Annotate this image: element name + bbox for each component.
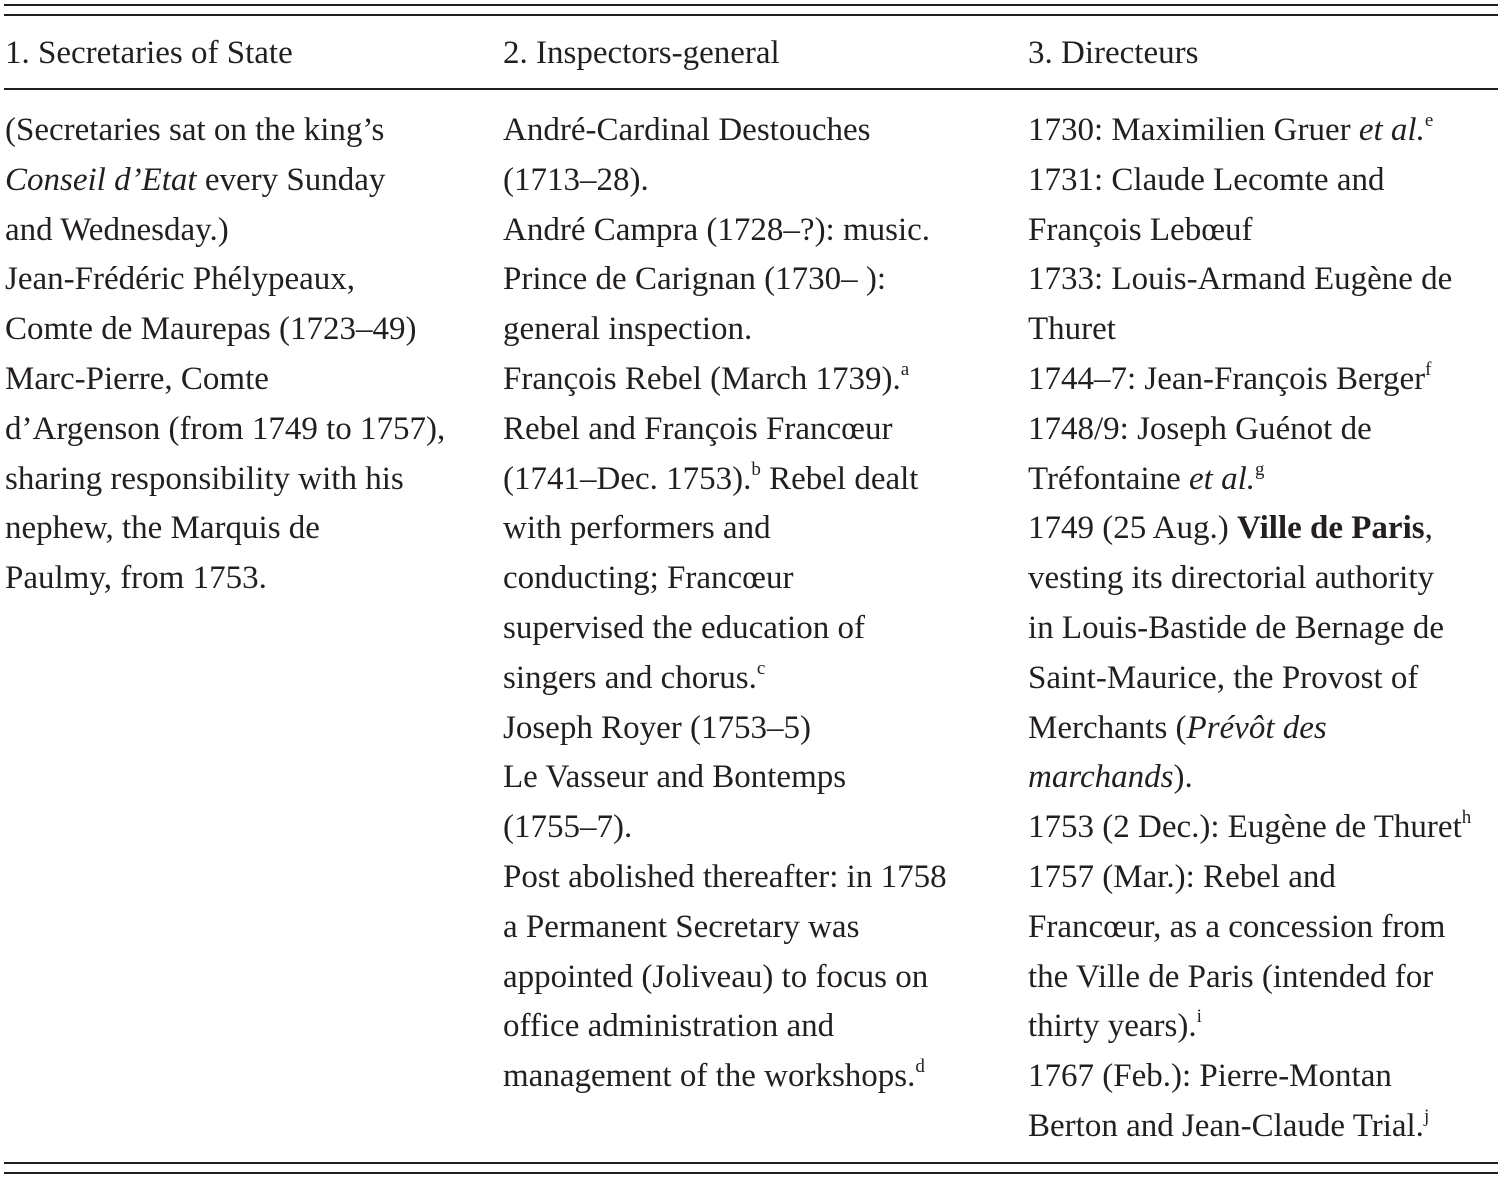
text-line: (1713–28). bbox=[503, 161, 649, 198]
text-span: Rebel dealt bbox=[760, 460, 919, 497]
italic-text: marchands bbox=[1028, 759, 1174, 796]
text-line bbox=[1028, 455, 1504, 505]
text-span: every Sunday bbox=[196, 161, 386, 198]
text-line: office administration and bbox=[503, 1008, 835, 1045]
text-line: with performers and bbox=[503, 510, 771, 547]
text-span: 1753 (2 Dec.): Eugène de Thuret bbox=[1028, 809, 1462, 846]
text-span: ). bbox=[1173, 759, 1193, 796]
text-span: thirty years). bbox=[1028, 1008, 1197, 1045]
text-line bbox=[1028, 803, 1504, 853]
text-line: sharing responsibility with his bbox=[5, 460, 404, 497]
text-line bbox=[5, 156, 485, 206]
bold-text: Ville de Paris bbox=[1237, 510, 1425, 547]
text-line: appointed (Joliveau) to focus on bbox=[503, 958, 929, 995]
text-line: the Ville de Paris (intended for bbox=[1028, 958, 1434, 995]
header-directeurs: 3. Directeurs bbox=[1028, 35, 1199, 71]
text-span: 1749 (25 Aug.) bbox=[1028, 510, 1237, 547]
column-inspectors bbox=[503, 106, 1008, 1102]
text-line: François Lebœuf bbox=[1028, 211, 1253, 248]
text-line: 1757 (Mar.): Rebel and bbox=[1028, 858, 1336, 895]
text-line: Paulmy, from 1753. bbox=[5, 560, 267, 597]
top-rule-outer bbox=[4, 4, 1498, 6]
text-line: Prince de Carignan (1730– ): bbox=[503, 261, 887, 298]
text-line: supervised the education of bbox=[503, 609, 865, 646]
text-line: and Wednesday.) bbox=[5, 211, 229, 248]
text-line bbox=[1028, 106, 1504, 156]
text-line: Marc-Pierre, Comte bbox=[5, 360, 269, 397]
text-line: Saint-Maurice, the Provost of bbox=[1028, 659, 1419, 696]
text-line: 1733: Louis-Armand Eugène de bbox=[1028, 261, 1453, 298]
footnote-marker: f bbox=[1425, 358, 1432, 380]
text-line: (1755–7). bbox=[503, 809, 633, 846]
text-line: d’Argenson (from 1749 to 1757), bbox=[5, 410, 446, 447]
text-line bbox=[1028, 1002, 1504, 1052]
text-span: 1730: Maximilien Gruer bbox=[1028, 112, 1359, 148]
text-line bbox=[503, 455, 1008, 505]
text-span: Berton and Jean-Claude Trial. bbox=[1028, 1107, 1424, 1144]
text-line: general inspection. bbox=[503, 311, 753, 348]
footnote-marker: a bbox=[900, 358, 910, 380]
text-line: 1731: Claude Lecomte and bbox=[1028, 161, 1385, 198]
text-line bbox=[1028, 1102, 1504, 1152]
footnote-marker: h bbox=[1461, 807, 1472, 829]
text-span: (1741–Dec. 1753). bbox=[503, 460, 752, 497]
text-line: Thuret bbox=[1028, 311, 1116, 348]
bottom-rule-inner bbox=[4, 1162, 1498, 1164]
text-line: nephew, the Marquis de bbox=[5, 510, 320, 547]
footnote-marker: g bbox=[1255, 458, 1265, 480]
text-line: a Permanent Secretary was bbox=[503, 908, 860, 945]
footnote-marker: i bbox=[1196, 1006, 1202, 1028]
footnote-marker: c bbox=[756, 657, 766, 679]
text-line: vesting its directorial authority bbox=[1028, 560, 1434, 597]
text-line: 1767 (Feb.): Pierre-Montan bbox=[1028, 1058, 1392, 1095]
text-line: Comte de Maurepas (1723–49) bbox=[5, 311, 417, 348]
italic-text: et al. bbox=[1358, 112, 1425, 148]
text-line: conducting; Francœur bbox=[503, 560, 794, 597]
text-line: in Louis-Bastide de Bernage de bbox=[1028, 609, 1445, 646]
footnote-marker: e bbox=[1424, 110, 1434, 131]
text-line: André Campra (1728–?): music. bbox=[503, 211, 931, 248]
text-line: Le Vasseur and Bontemps bbox=[503, 759, 847, 796]
text-span: management of the workshops. bbox=[503, 1058, 916, 1095]
text-span: , bbox=[1424, 510, 1433, 547]
text-line bbox=[503, 1052, 1008, 1102]
italic-text: et al. bbox=[1189, 460, 1255, 497]
text-line: Rebel and François Francœur bbox=[503, 410, 893, 447]
text-line: Francœur, as a concession from bbox=[1028, 908, 1446, 945]
text-line: Jean-Frédéric Phélypeaux, bbox=[5, 261, 356, 298]
bottom-rule-outer bbox=[4, 1172, 1498, 1174]
italic-text: Conseil d’Etat bbox=[5, 161, 197, 198]
text-line bbox=[1028, 704, 1504, 754]
italic-text: Prévôt des bbox=[1186, 709, 1327, 746]
footnote-marker: d bbox=[915, 1056, 925, 1078]
header-rule bbox=[4, 88, 1498, 90]
column-directeurs bbox=[1028, 106, 1504, 1152]
text-line: Joseph Royer (1753–5) bbox=[503, 709, 811, 746]
header-secretaries-of-state: 1. Secretaries of State bbox=[5, 35, 293, 71]
text-line bbox=[1028, 504, 1504, 554]
text-span: Tréfontaine bbox=[1028, 460, 1190, 497]
text-line: 1748/9: Joseph Guénot de bbox=[1028, 410, 1372, 447]
text-span: 1744–7: Jean-François Berger bbox=[1028, 360, 1426, 397]
footnote-marker: b bbox=[751, 458, 761, 480]
text-span: François Rebel (March 1739). bbox=[503, 360, 901, 397]
text-span: Merchants ( bbox=[1028, 709, 1187, 746]
text-line: Post abolished thereafter: in 1758 bbox=[503, 858, 947, 895]
top-rule-inner bbox=[4, 14, 1498, 16]
text-line: André-Cardinal Destouches bbox=[503, 112, 871, 148]
text-line bbox=[503, 355, 1008, 405]
text-line bbox=[1028, 753, 1504, 803]
text-line bbox=[1028, 355, 1504, 405]
text-line bbox=[503, 654, 1008, 704]
text-span: singers and chorus. bbox=[503, 659, 757, 696]
text-line: (Secretaries sat on the king’s bbox=[5, 112, 385, 148]
footnote-marker: j bbox=[1423, 1105, 1430, 1127]
header-inspectors-general: 2. Inspectors-general bbox=[503, 35, 780, 71]
column-secretaries bbox=[5, 106, 485, 604]
